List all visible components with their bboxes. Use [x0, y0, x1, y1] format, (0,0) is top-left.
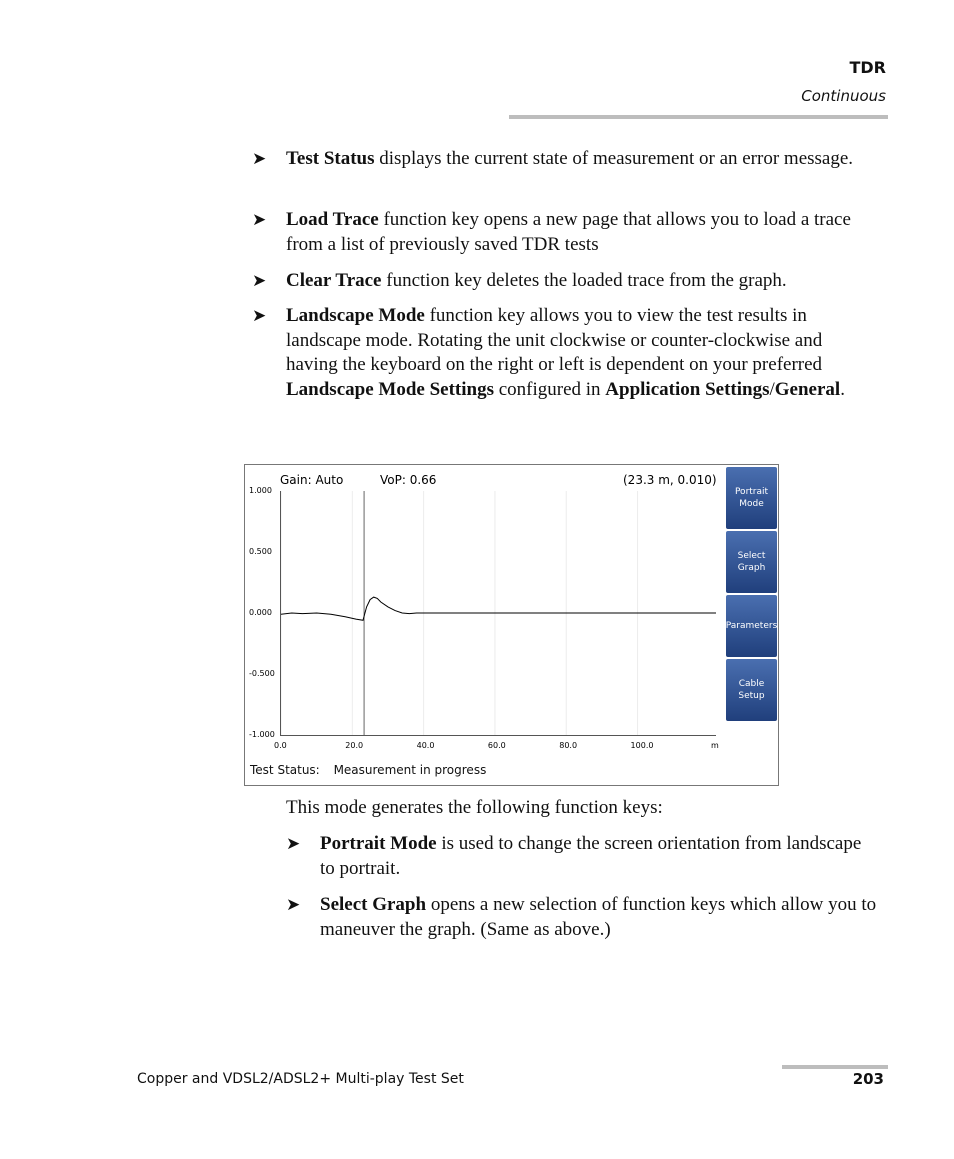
bullet-text: opens a new selection of function keys which allow you to maneuver the graph. (Same as above.) [320, 894, 877, 940]
bullet-text: function key deletes the loaded trace from the graph. [381, 270, 787, 291]
arrow-bullet-icon: ➤ [252, 210, 267, 229]
bullet-term: Landscape Mode [286, 305, 425, 326]
bullet-text-3: / [769, 378, 775, 400]
tdr-trace-line [281, 597, 716, 620]
tdr-chart-svg [281, 491, 716, 735]
bullet-text: function key opens a new page that allows you to load a trace from a list of previously saved TDR tests [286, 209, 851, 255]
tdr-plot[interactable] [280, 491, 716, 736]
bullet-term: Portrait Mode [320, 833, 437, 854]
bullet-test-status [252, 147, 876, 172]
parameters-button[interactable]: Parameters [726, 595, 777, 657]
test-status-value: Measurement in progress [333, 763, 487, 777]
y-tick-label: 0.000 [249, 608, 272, 617]
tdr-screenshot [244, 464, 779, 786]
bullet-text: function key allows you to view the test results in landscape mode. Rotating the unit clockwise or counter-clockwise and having the keyboard on the right or left is dependent on your preferred [286, 305, 823, 375]
x-tick-label: 80.0 [559, 741, 578, 750]
gain-label: Gain: Auto [280, 473, 344, 487]
bullet-term: Select Graph [320, 894, 427, 915]
running-header-title: TDR [849, 58, 886, 77]
cable-setup-button[interactable]: Cable Setup [726, 659, 777, 721]
select-graph-button[interactable]: Select Graph [726, 531, 777, 593]
arrow-bullet-icon: ➤ [286, 895, 301, 914]
arrow-bullet-icon: ➤ [286, 834, 301, 853]
bullet-portrait-mode [286, 832, 880, 881]
page-number: 203 [852, 1070, 884, 1088]
bullet-text-4: . [840, 378, 845, 400]
vop-label: VoP: 0.66 [380, 473, 437, 487]
bullet-term-2: Landscape Mode Settings [286, 378, 494, 400]
y-tick-label: 1.000 [249, 486, 272, 495]
test-status [250, 763, 486, 777]
arrow-bullet-icon: ➤ [252, 149, 267, 168]
x-unit-label: m [711, 741, 719, 750]
y-tick-label: 0.500 [249, 547, 272, 556]
test-status-label: Test Status: [250, 763, 320, 777]
bullet-term-4: General [774, 378, 841, 400]
bullet-term-3: Application Settings [605, 378, 770, 400]
bullet-term: Load Trace [286, 209, 379, 230]
footer-rule [782, 1065, 888, 1069]
cursor-readout: (23.3 m, 0.010) [623, 473, 717, 487]
y-tick-label: -0.500 [249, 669, 275, 678]
bullet-text-2: configured in [493, 378, 606, 400]
x-tick-label: 40.0 [416, 741, 435, 750]
arrow-bullet-icon: ➤ [252, 306, 267, 325]
footer-product-name: Copper and VDSL2/ADSL2+ Multi-play Test Set [137, 1071, 464, 1087]
arrow-bullet-icon: ➤ [252, 271, 267, 290]
portrait-mode-button[interactable]: Portrait Mode [726, 467, 777, 529]
bullet-text: displays the current state of measurement or an error message. [374, 148, 854, 169]
y-tick-label: -1.000 [249, 730, 275, 739]
x-tick-label: 100.0 [630, 741, 654, 750]
x-tick-label: 60.0 [487, 741, 506, 750]
x-tick-label: 20.0 [345, 741, 364, 750]
bullet-text: is used to change the screen orientation from landscape to portrait. [320, 833, 862, 879]
running-header-subtitle: Continuous [801, 87, 886, 105]
x-tick-label: 0.0 [274, 741, 287, 750]
header-rule [509, 115, 888, 119]
bullet-landscape-mode [252, 304, 876, 402]
intro-paragraph: This mode generates the following function keys: [286, 797, 663, 818]
bullet-clear-trace [252, 269, 876, 294]
bullet-term: Clear Trace [286, 270, 382, 291]
function-keys [726, 467, 777, 723]
bullet-load-trace [252, 208, 876, 257]
bullet-select-graph [286, 893, 880, 942]
bullet-term: Test Status [286, 148, 375, 169]
